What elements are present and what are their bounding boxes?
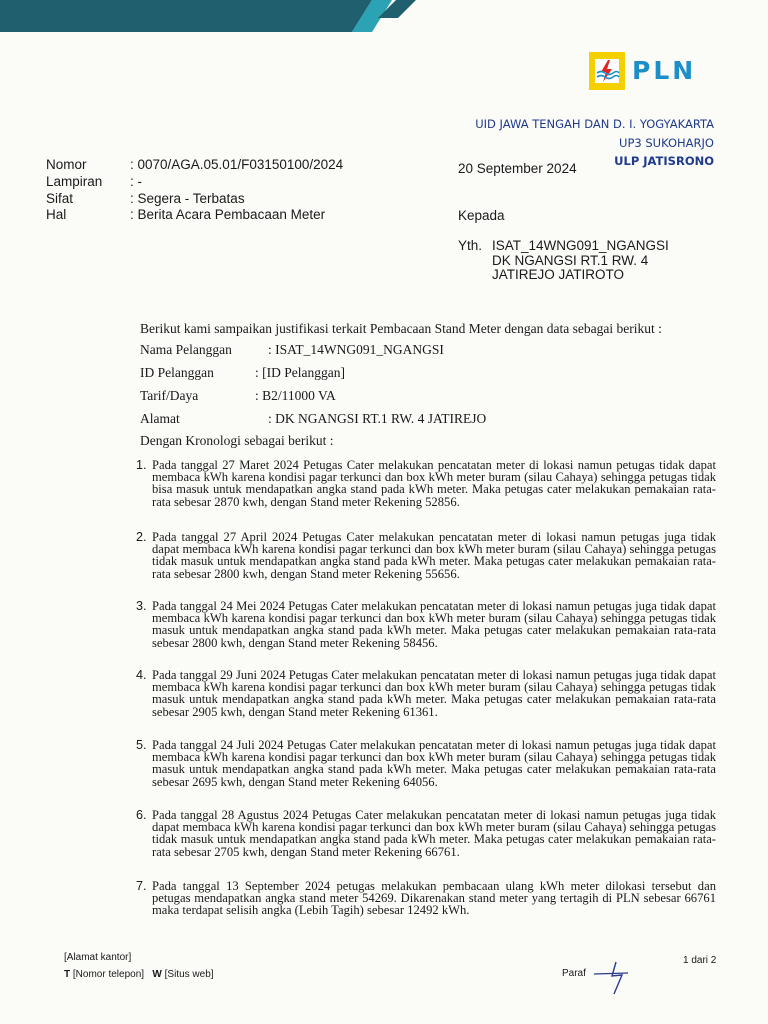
kepada-label: Kepada — [458, 208, 505, 223]
list-item-number: 7. — [136, 879, 147, 893]
list-item — [136, 531, 716, 580]
phone-label: T — [64, 969, 71, 980]
field-value: : B2/11000 VA — [255, 388, 336, 403]
list-item-text: Pada tanggal 29 Juni 2024 Petugas Cater melakukan pencatatan meter di lokasi namun petugas juga tidak dapat membaca kWh karena kondisi pagar terkunci dan box kWh meter buram (silau Cahaya) sehingga petugas tidak masuk untuk mendapatkan angka stand pada kWh meter. Maka petugas cater melakukan pemakaian rata-rata sebesar 2905 kwh, dengan Stand meter Rekening 61361. — [152, 668, 716, 719]
field-value: : DK NGANGSI RT.1 RW. 4 JATIREJO — [268, 411, 487, 426]
lampiran-label: Lampiran — [46, 174, 103, 189]
unit-line-3: ULP JATISRONO — [614, 154, 714, 168]
list-item-number: 5. — [136, 738, 147, 752]
recipient-line-2: DK NGANGSI RT.1 RW. 4 — [492, 253, 649, 268]
field-value: : [ID Pelanggan] — [255, 365, 345, 380]
field-label: Alamat — [140, 411, 180, 426]
nomor-value: : 0070/AGA.05.01/F03150100/2024 — [130, 157, 344, 172]
unit-line-1: UID JAWA TENGAH DAN D. I. YOGYAKARTA — [475, 117, 714, 131]
list-item — [136, 880, 716, 917]
intro-text: Berikut kami sampaikan justifikasi terkait Pembacaan Stand Meter dengan data sebagai berikut : — [140, 321, 662, 336]
list-item-text: Pada tanggal 28 Agustus 2024 Petugas Cater melakukan pencatatan meter di lokasi namun petugas juga tidak dapat membaca kWh karena kondisi pagar terkunci dan box kWh meter buram (silau Cahaya) sehingga petugas tidak masuk untuk mendapatkan angka stand pada kWh meter. Maka petugas cater melakukan pemakaian rata-rata sebesar 2705 kwh, dengan Stand meter Rekening 66761. — [152, 808, 716, 859]
kronologi-heading: Dengan Kronologi sebagai berikut : — [140, 433, 334, 448]
yth-label: Yth. — [458, 238, 483, 253]
paraf-label: Paraf — [562, 968, 586, 979]
list-item — [136, 600, 716, 649]
list-item-text: Pada tanggal 24 Juli 2024 Petugas Cater melakukan pencatatan meter di lokasi namun petugas juga tidak dapat membaca kWh karena kondisi pagar terkunci dan box kWh meter buram (silau Cahaya) sehingga petugas tidak masuk untuk mendapatkan angka stand pada kWh meter. Maka petugas cater melakukan pemakaian rata-rata sebesar 2695 kwh, dengan Stand meter Rekening 64056. — [152, 738, 716, 789]
pln-logo-icon — [589, 52, 625, 90]
hal-value: : Berita Acara Pembacaan Meter — [130, 207, 326, 222]
pln-logo-text: PLN — [632, 56, 697, 85]
list-item-text: Pada tanggal 27 April 2024 Petugas Cater melakukan pencatatan meter di lokasi namun petugas juga tidak dapat membaca kWh karena kondisi pagar terkunci dan box kWh meter buram (silau Cahaya) sehingga petugas tidak masuk untuk mendapatkan angka stand pada kWh meter. Maka petugas cater melakukan pemakaian rata-rata sebesar 2800 kwh, dengan Stand meter Rekening 55656. — [152, 530, 716, 581]
lampiran-value: : - — [130, 174, 142, 189]
field-value: : ISAT_14WNG091_NGANGSI — [268, 342, 444, 357]
nomor-label: Nomor — [46, 157, 87, 172]
list-item-text: Pada tanggal 24 Mei 2024 Petugas Cater melakukan pencatatan meter di lokasi namun petugas juga tidak dapat membaca kWh karena kondisi pagar terkunci dan box kWh meter buram (silau Cahaya) sehingga petugas tidak masuk untuk mendapatkan angka stand pada kWh meter. Maka petugas cater melakukan pemakaian rata-rata sebesar 2800 kwh, dengan Stand meter Rekening 58456. — [152, 599, 716, 650]
footer-web: [Situs web] — [164, 969, 214, 980]
list-item-number: 3. — [136, 599, 147, 613]
header-stripe-decoration — [0, 0, 768, 32]
letter-date: 20 September 2024 — [458, 161, 577, 176]
hal-label: Hal — [46, 207, 67, 222]
paraf-signature — [592, 958, 642, 996]
sifat-label: Sifat — [46, 191, 74, 206]
list-item-number: 1. — [136, 458, 147, 472]
list-item-number: 6. — [136, 808, 147, 822]
list-item — [136, 669, 716, 718]
web-label: W — [152, 969, 162, 980]
page-number: 1 dari 2 — [683, 955, 717, 966]
recipient-line-1: ISAT_14WNG091_NGANGSI — [492, 238, 669, 253]
list-item — [136, 459, 716, 508]
list-item-number: 4. — [136, 668, 147, 682]
field-label: Nama Pelanggan — [140, 342, 232, 357]
footer-phone: [Nomor telepon] — [72, 969, 145, 980]
field-label: ID Pelanggan — [140, 365, 214, 380]
list-item-number: 2. — [136, 530, 147, 544]
recipient-line-3: JATIREJO JATIROTO — [492, 267, 625, 282]
sifat-value: : Segera - Terbatas — [130, 191, 245, 206]
list-item-text: Pada tanggal 27 Maret 2024 Petugas Cater melakukan pencatatan meter di lokasi namun petugas tidak dapat membaca kWh karena kondisi pagar terkunci dan box kWh meter buram (silau Cahaya) sehingga petugas tidak bisa masuk untuk mendapatkan angka stand pada kWh meter. Maka petugas cater melakukan pemakaian rata-rata sebesar 2870 kwh, dengan Stand meter Rekening 52856. — [152, 458, 716, 509]
field-label: Tarif/Daya — [140, 388, 199, 403]
footer-address: [Alamat kantor] — [64, 952, 132, 963]
list-item — [136, 809, 716, 858]
footer-contact — [64, 969, 214, 980]
unit-line-2: UP3 SUKOHARJO — [619, 136, 714, 150]
list-item — [136, 739, 716, 788]
list-item-text: Pada tanggal 13 September 2024 petugas melakukan pembacaan ulang kWh meter dilokasi tersebut dan petugas mendapatkan angka stand meter 54269. Dikarenakan stand meter yang tertagih di PLN sebesar 66761 maka terdapat selisih angka (Lebih Tagih) sebesar 12492 kWh. — [152, 879, 716, 918]
